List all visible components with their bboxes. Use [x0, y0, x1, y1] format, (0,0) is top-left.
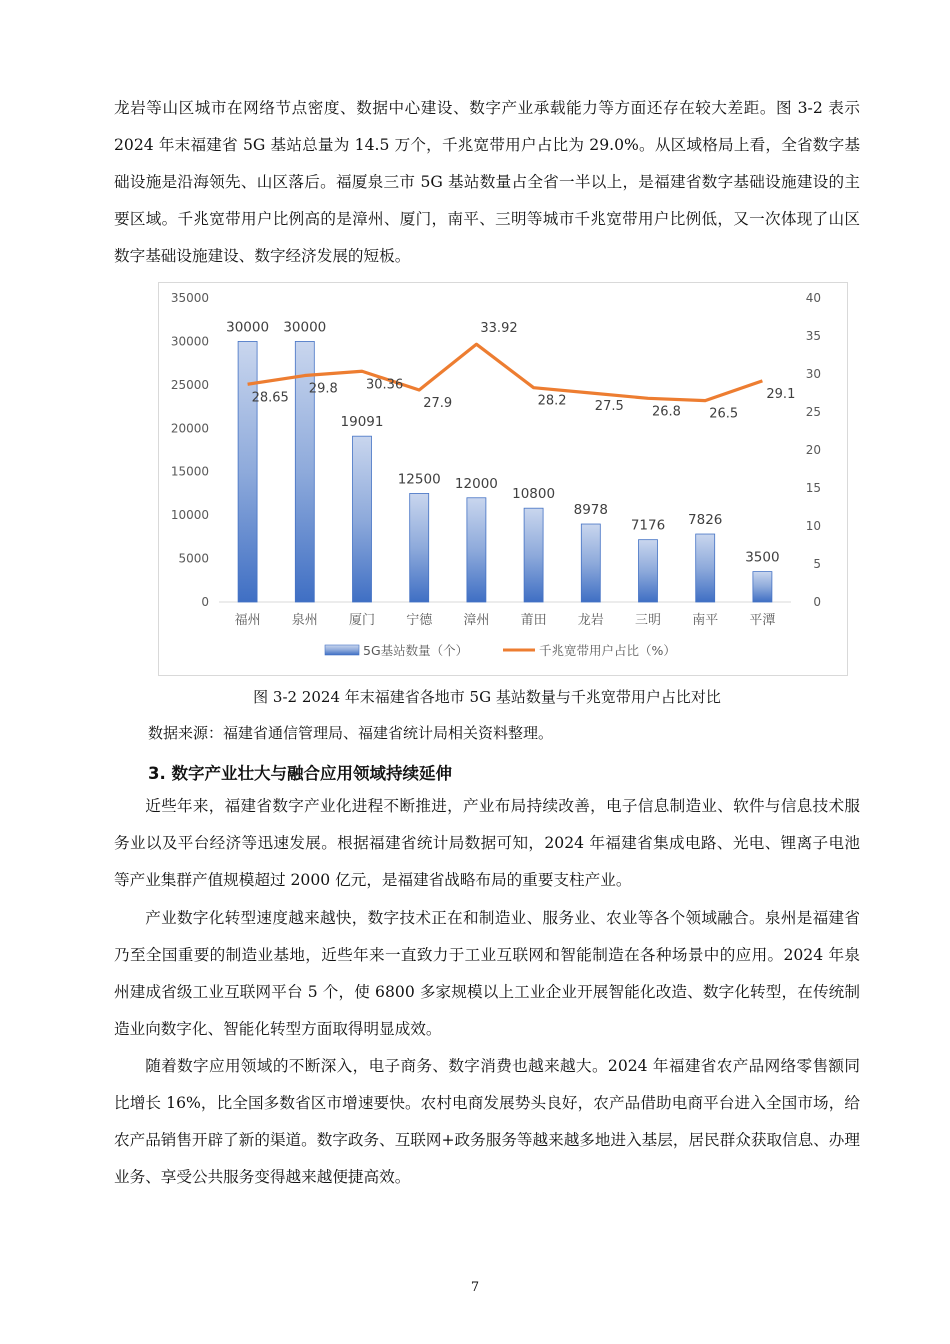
x-tick-label: 龙岩: [577, 613, 604, 628]
line-data-label: 27.5: [594, 399, 624, 414]
bar: [639, 540, 658, 602]
data-source: 数据来源：福建省通信管理局、福建省统计局相关资料整理。: [148, 724, 554, 742]
y-left-tick-label: 25000: [170, 377, 209, 392]
line-data-label: 26.8: [652, 404, 681, 420]
y-right-tick-label: 25: [805, 405, 821, 419]
section-heading: 3. 数字产业壮大与融合应用领域持续延伸: [148, 764, 452, 783]
y-right-tick-label: 30: [805, 367, 821, 381]
x-tick-label: 南平: [692, 613, 719, 628]
bar-data-label: 3500: [745, 549, 780, 566]
y-left-tick-label: 15000: [170, 464, 209, 479]
line-data-label: 30.36: [366, 377, 404, 393]
y-left-tick-label: 10000: [170, 508, 209, 523]
bar-data-label: 7176: [630, 517, 666, 534]
line-data-label: 28.2: [537, 393, 567, 409]
bar: [410, 493, 429, 602]
bar-data-label: 30000: [226, 319, 270, 336]
paragraph-3: 随着数字应用领域的不断深入，电子商务、数字消费也越来越大。2024 年福建省农产品网络零售额同比增长 16%，比全国多数省区市增速要快。农村电商发展势头良好，农产品借助电商平台进入全国市场，给农产品销售开辟了新的渠道。数字政务、互联网+政务服务等越来越多地进入基层，居民群众获取信息、办理业务、享受公共服务变得越来越便捷高效。: [114, 1057, 860, 1186]
y-left-tick-label: 30000: [170, 334, 209, 349]
page-number: 7: [470, 1280, 480, 1295]
bar-data-label: 10800: [512, 486, 556, 503]
bar-data-label: 19091: [340, 414, 384, 431]
bar-data-label: 30000: [283, 319, 327, 336]
bar: [295, 341, 314, 602]
line-data-label: 33.92: [480, 321, 518, 337]
bar-data-label: 12500: [397, 471, 441, 488]
intro-paragraph: 龙岩等山区城市在网络节点密度、数据中心建设、数字产业承载能力等方面还存在较大差距。图 3-2 表示 2024 年末福建省 5G 基站总量为 14.5 万个，千兆宽带用户占比为 29.0%。从区域格局上看，全省数字基础设施是沿海领先、山区落后。福厦泉三市 5G 基站数量占全省一半以上，是福建省数字基础设施建设的主要区域。千兆宽带用户比例高的是漳州、厦门，南平、三明等城市千兆宽带用户比例低，又一次体现了山区数字基础设施建设、数字经济发展的短板。: [114, 99, 860, 265]
line-data-label: 29.8: [308, 381, 338, 397]
paragraph-2: 产业数字化转型速度越来越快，数字技术正在和制造业、服务业、农业等各个领域融合。泉州是福建省乃至全国重要的制造业基地，近些年来一直致力于工业互联网和智能制造在各种场景中的应用。2024 年泉州建成省级工业互联网平台 5 个，使 6800 多家规模以上工业企业开展智能化改造、数字化转型，在传统制造业向数字化、智能化转型方面取得明显成效。: [114, 909, 860, 1038]
x-tick-label: 莆田: [520, 613, 547, 628]
line-data-label: 26.5: [709, 406, 739, 422]
y-left-tick-label: 0: [201, 595, 209, 609]
bar-data-label: 8978: [573, 502, 608, 519]
bar: [467, 498, 486, 602]
x-tick-label: 泉州: [291, 613, 318, 628]
bar: [524, 508, 543, 602]
x-tick-label: 平潭: [749, 613, 776, 628]
line-data-label: 27.9: [423, 395, 453, 411]
bar: [581, 524, 600, 602]
y-right-tick-label: 15: [805, 481, 821, 495]
y-right-tick-label: 10: [805, 519, 821, 533]
y-right-tick-label: 35: [805, 329, 821, 343]
bar: [753, 572, 772, 602]
y-left-tick-label: 20000: [170, 421, 209, 436]
chart-container: [158, 282, 848, 676]
line-data-label: 28.65: [251, 390, 289, 406]
y-left-tick-label: 35000: [170, 291, 209, 305]
y-right-tick-label: 20: [805, 443, 821, 457]
combo-chart: [159, 283, 847, 675]
x-tick-label: 宁德: [406, 613, 433, 628]
legend-bar-label: 5G基站数量（个）: [363, 643, 469, 658]
bar: [696, 534, 715, 602]
y-right-tick-label: 40: [805, 291, 821, 305]
legend-bar-swatch: [325, 645, 359, 655]
x-tick-label: 福州: [234, 613, 261, 628]
bar-data-label: 12000: [454, 475, 498, 492]
figure-caption: 图 3-2 2024 年末福建省各地市 5G 基站数量与千兆宽带用户占比对比: [253, 688, 721, 706]
bar: [353, 436, 372, 602]
paragraph-1: 近些年来，福建省数字产业化进程不断推进，产业布局持续改善，电子信息制造业、软件与信息技术服务业以及平台经济等迅速发展。根据福建省统计局数据可知，2024 年福建省集成电路、光电、锂离子电池等产业集群产值规模超过 2000 亿元，是福建省战略布局的重要支柱产业。: [114, 797, 860, 889]
line-data-label: 29.1: [766, 386, 796, 402]
y-right-tick-label: 5: [813, 557, 821, 571]
y-left-tick-label: 5000: [178, 551, 209, 566]
x-tick-label: 三明: [634, 613, 662, 628]
legend-line-label: 千兆宽带用户占比（%）: [539, 643, 676, 658]
bar-data-label: 7826: [688, 512, 723, 529]
bar: [238, 341, 257, 602]
x-tick-label: 厦门: [348, 613, 376, 628]
y-right-tick-label: 0: [813, 595, 821, 609]
x-tick-label: 漳州: [463, 613, 490, 628]
